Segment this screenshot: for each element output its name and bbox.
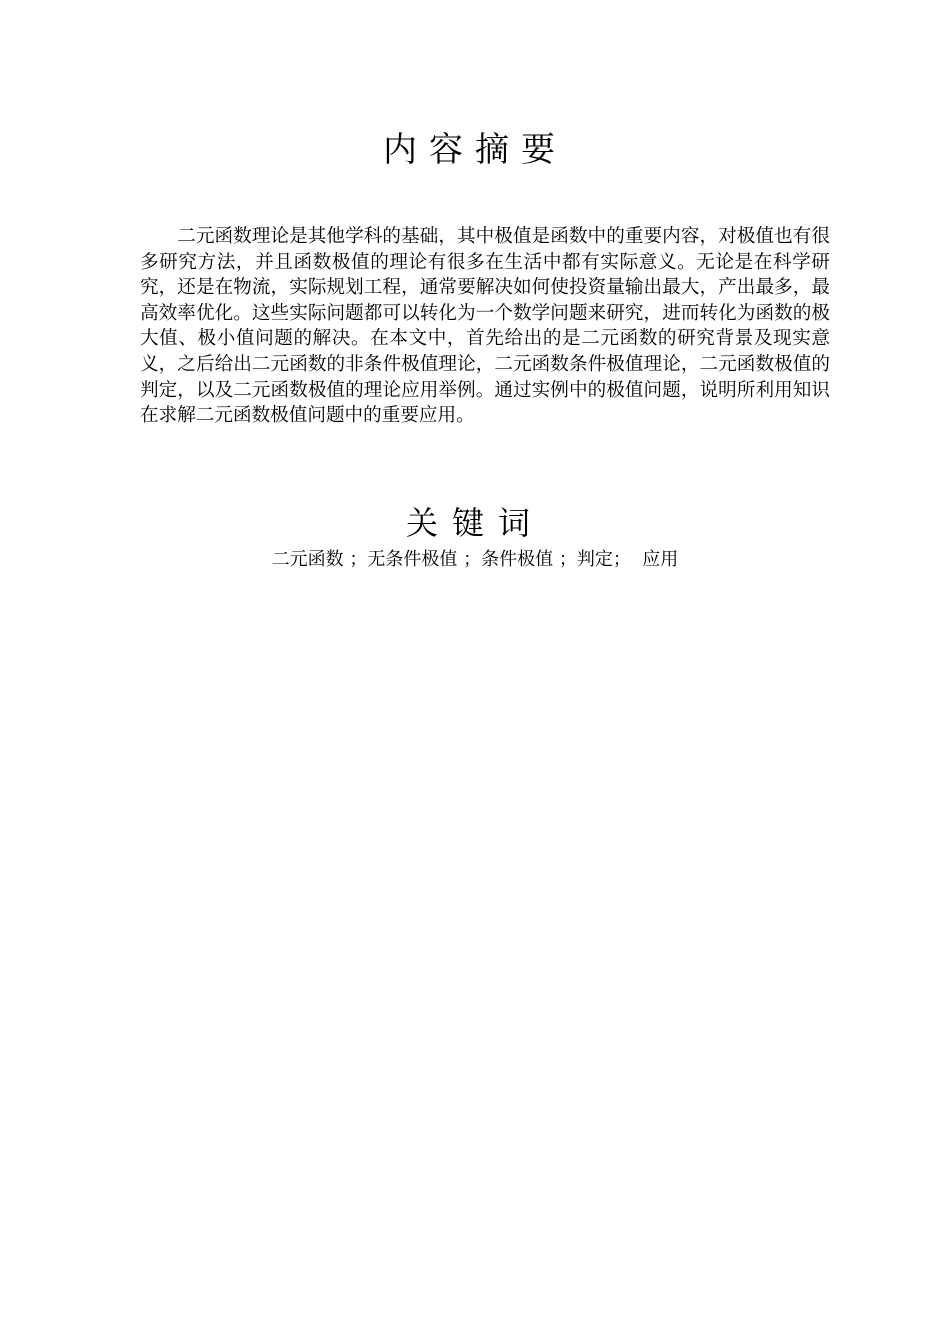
abstract-title: 内容摘要	[383, 130, 567, 170]
abstract-body: 二元函数理论是其他学科的基础，其中极值是函数中的重要内容，对极值也有很多研究方法，并且函数极值的理论有很多在生活中都有实际意义。无论是在科学研究，还是在物流，实际规划工程，通常要解决如何使投资量输出最大，产出最多，最高效率优化。这些实际问题都可以转化为一个数学问题来研究，进而转化为函数的极大值、极小值问题的解决。在本文中，首先给出的是二元函数的研究背景及现实意义，之后给出二元函数的非条件极值理论，二元函数条件极值理论，二元函数极值的判定，以及二元函数极值的理论应用举例。通过实例中的极值问题，说明所利用知识在求解二元函数极值问题中的重要应用。	[140, 226, 830, 427]
keywords-title: 关键词	[405, 504, 544, 542]
keywords-list: 二元函数 ；无条件极值 ；条件极值 ；判定； 应用	[271, 549, 679, 570]
